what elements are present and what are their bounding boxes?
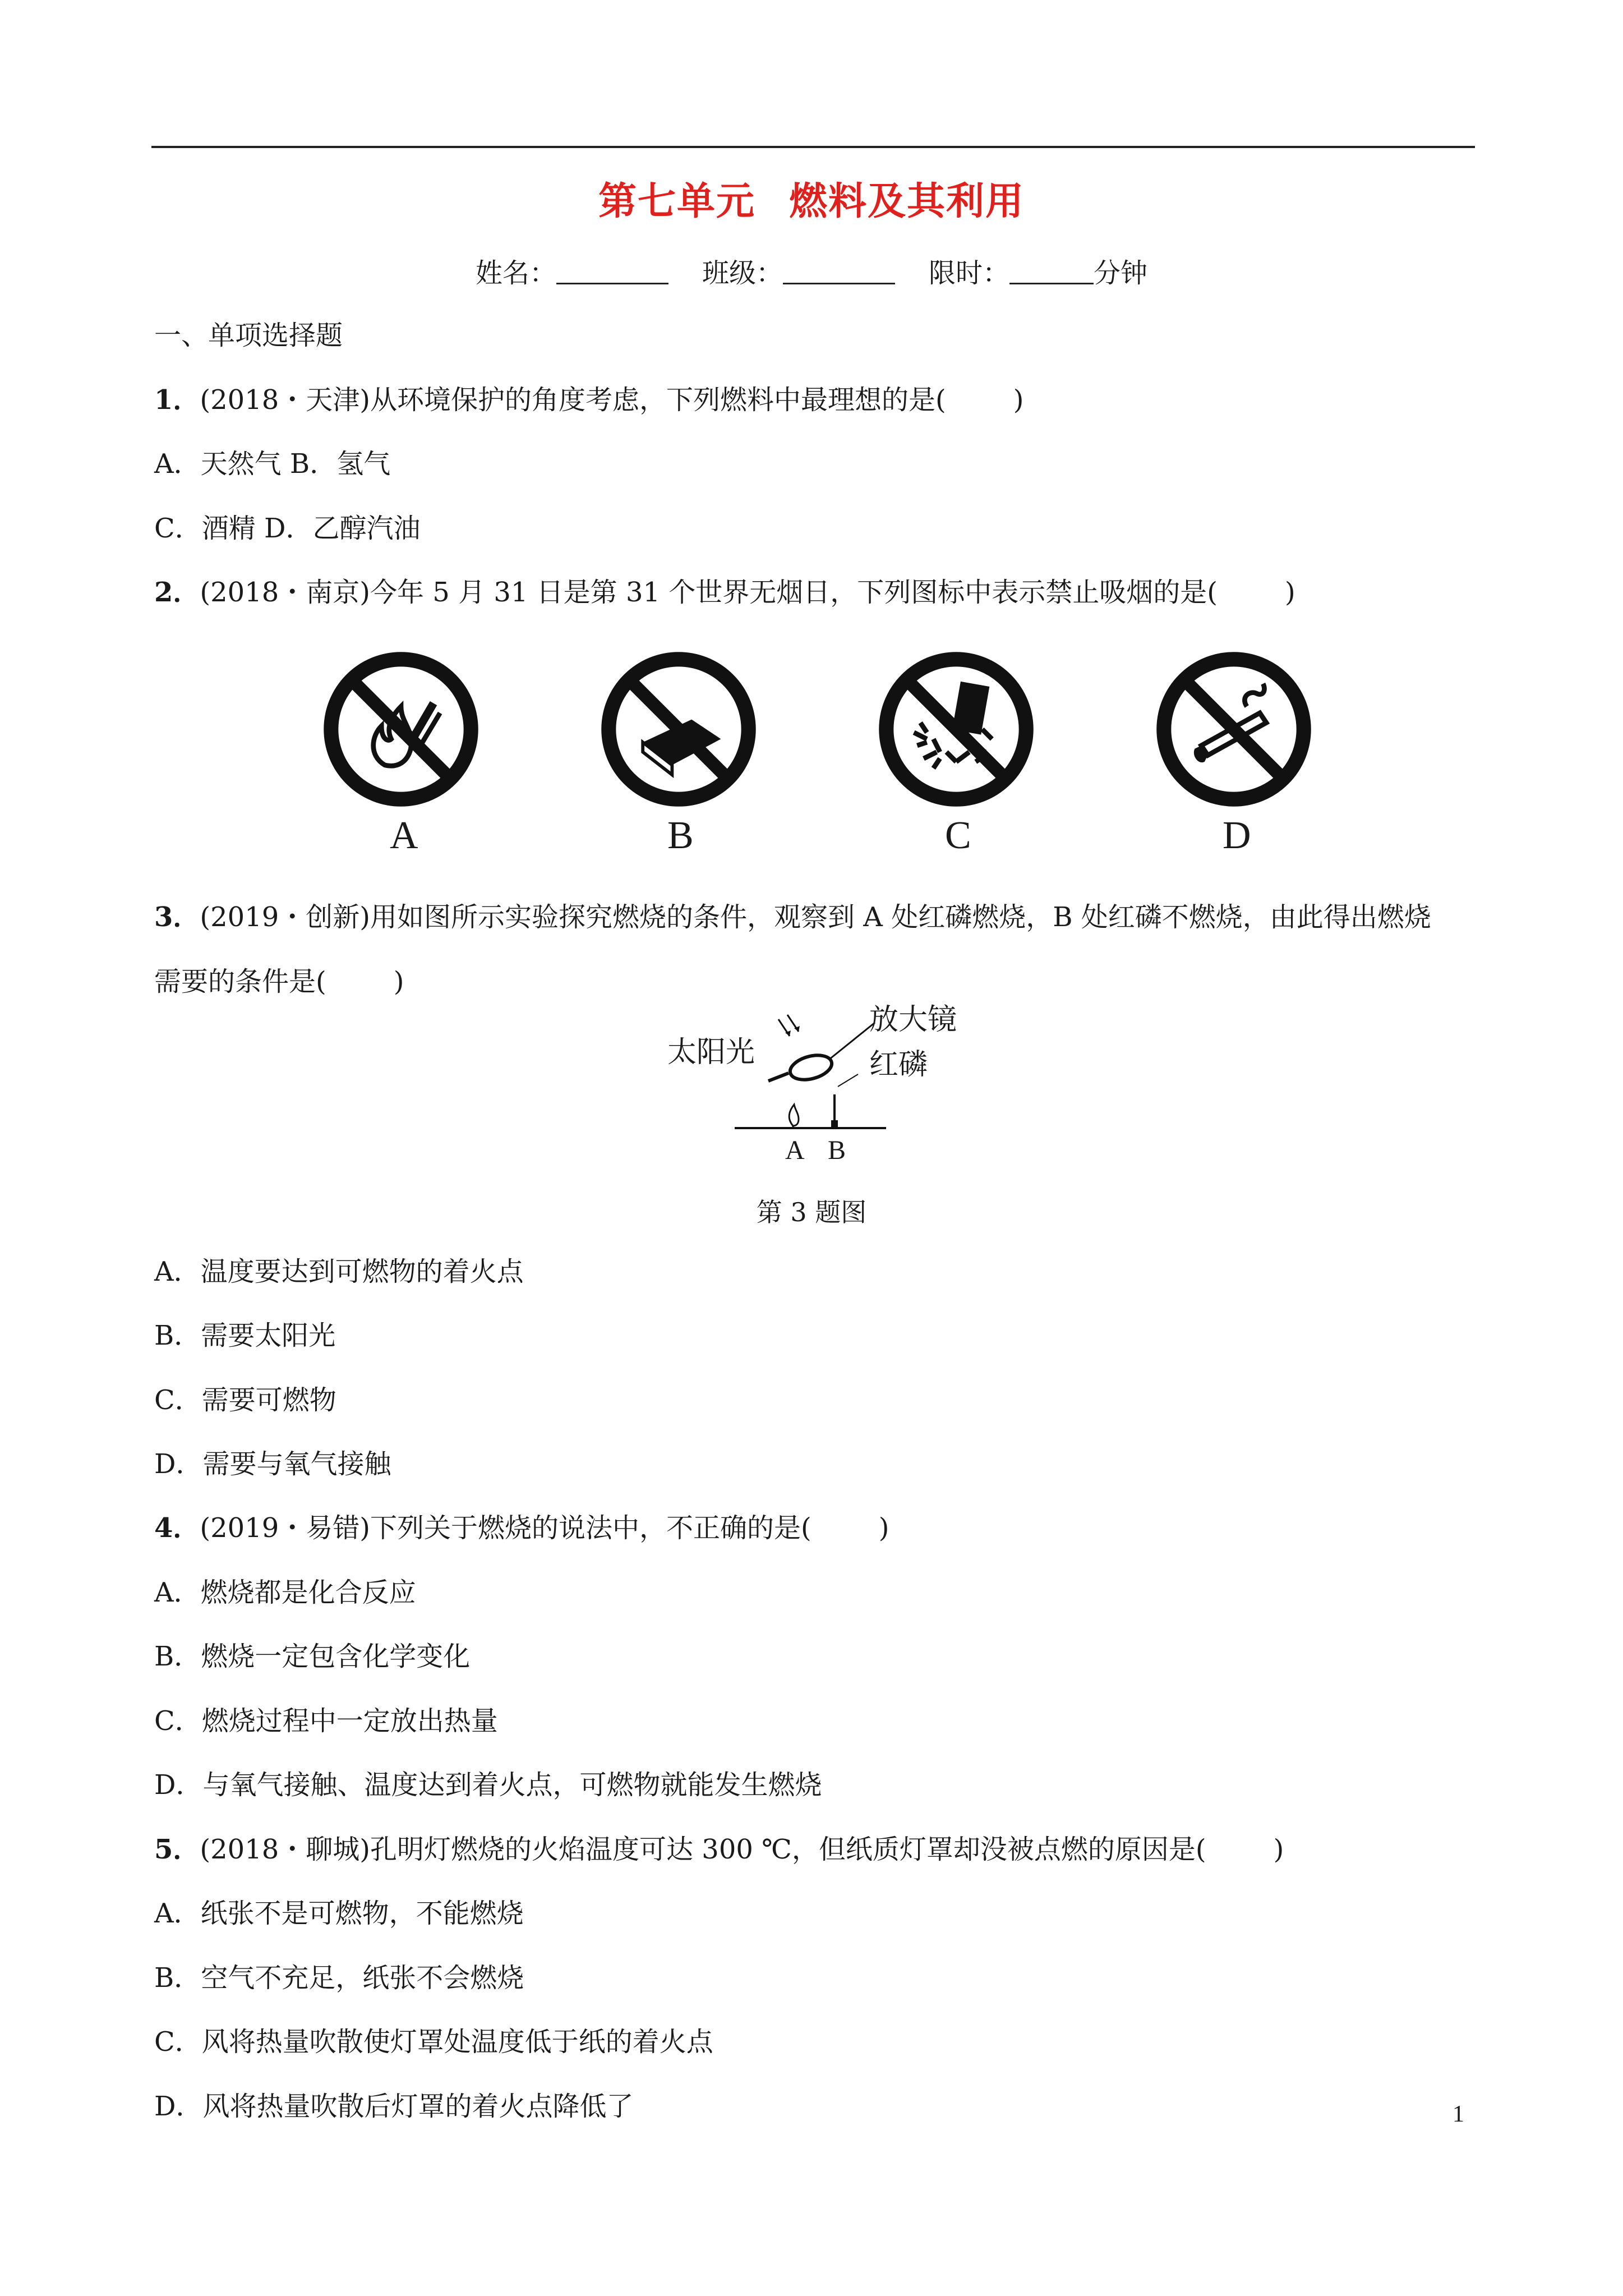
question-number: 3． — [154, 901, 200, 933]
question-2: 2．(2018・南京)今年 5 月 31 日是第 31 个世界无烟日，下列图标中表示禁止吸烟的是( ) — [154, 577, 1295, 608]
sign-c-label: C — [945, 814, 971, 857]
q4-option-d: D．与氧气接触、温度达到着火点，可燃物就能发生燃烧 — [154, 1769, 822, 1801]
sign-a-label: A — [390, 814, 418, 857]
q4-option-b: B．燃烧一定包含化学变化 — [154, 1641, 471, 1672]
question-stem-cont: 需要的条件是( — [154, 966, 326, 997]
sign-b-no-fuel-icon — [597, 648, 760, 811]
question-source: (2019・易错) — [200, 1512, 371, 1544]
question-source: (2018・南京) — [200, 577, 371, 608]
question-source: (2018・天津) — [200, 384, 371, 416]
question-1: 1．(2018・天津)从环境保护的角度考虑，下列燃料中最理想的是( ) — [154, 384, 1024, 416]
time-label: 限时： — [929, 257, 1010, 289]
sign-c-no-fireworks-icon — [875, 648, 1038, 811]
question-4: 4．(2019・易错)下列关于燃烧的说法中，不正确的是( ) — [154, 1512, 889, 1544]
q1-options-line-1: A．天然气 B．氢气 — [154, 448, 391, 480]
time-blank[interactable] — [1009, 260, 1094, 284]
sign-d-no-smoking-icon — [1152, 648, 1315, 811]
question-3 — [154, 900, 1431, 934]
name-label: 姓名： — [475, 257, 556, 289]
time-unit: 分钟 — [1094, 257, 1148, 289]
q5-option-c: C．风将热量吹散使灯罩处温度低于纸的着火点 — [154, 2026, 713, 2058]
label-magnifier: 放大镜 — [869, 1003, 957, 1037]
label-point-a: A — [785, 1135, 805, 1165]
question-number: 2． — [154, 577, 200, 608]
question-5: 5．(2018・聊城)孔明灯燃烧的火焰温度可达 300 ℃，但纸质灯罩却没被点燃的原因是( ) — [154, 1834, 1284, 1865]
question-number: 1． — [154, 384, 200, 416]
title-topic: 燃料及其利用 — [789, 179, 1025, 224]
page-number: 1 — [1453, 2101, 1464, 2127]
question-number: 5． — [154, 1834, 200, 1865]
class-label: 班级： — [702, 257, 783, 289]
figure-3-caption: 第 3 题图 — [756, 1197, 867, 1227]
page-title — [0, 171, 1623, 226]
q3-option-a: A．温度要达到可燃物的着火点 — [154, 1256, 524, 1287]
q4-option-c: C．燃烧过程中一定放出热量 — [154, 1705, 498, 1737]
figure-3-experiment — [656, 996, 993, 1192]
header-rule — [151, 146, 1475, 148]
q3-option-c: C．需要可燃物 — [154, 1384, 336, 1416]
title-unit: 第七单元 — [598, 179, 755, 224]
q5-option-b: B．空气不充足，纸张不会燃烧 — [154, 1962, 524, 1994]
question-source: (2018・聊城) — [200, 1834, 371, 1865]
question-source: (2019・创新) — [200, 901, 371, 933]
label-sunlight: 太阳光 — [667, 1036, 755, 1069]
section-heading: 一、单项选择题 — [154, 320, 343, 351]
label-point-b: B — [828, 1135, 846, 1165]
question-stem: 孔明灯燃烧的火焰温度可达 300 ℃，但纸质灯罩却没被点燃的原因是( — [370, 1834, 1206, 1865]
q1-options-line-2: C．酒精 D．乙醇汽油 — [154, 513, 421, 544]
question-stem: 用如图所示实验探究燃烧的条件，观察到 A 处红磷燃烧，B 处红磷不燃烧，由此得出燃烧 — [370, 901, 1431, 933]
class-blank[interactable] — [783, 260, 895, 284]
q3-option-d: D．需要与氧气接触 — [154, 1448, 391, 1480]
label-red-phosphorus: 红磷 — [869, 1048, 928, 1082]
question-number: 4． — [154, 1512, 200, 1544]
question-stem: 从环境保护的角度考虑，下列燃料中最理想的是( — [370, 384, 946, 416]
sign-d-label: D — [1223, 814, 1251, 857]
q4-option-a: A．燃烧都是化合反应 — [154, 1577, 416, 1608]
sign-b-label: B — [667, 814, 694, 857]
question-3-cont: 需要的条件是( ) — [154, 966, 404, 997]
q5-option-a: A．纸张不是可燃物，不能燃烧 — [154, 1898, 524, 1929]
sign-a-no-flame-icon — [320, 648, 482, 811]
q5-option-d: D．风将热量吹散后灯罩的着火点降低了 — [154, 2091, 634, 2122]
student-info-row — [0, 251, 1623, 290]
question-stem: 今年 5 月 31 日是第 31 个世界无烟日，下列图标中表示禁止吸烟的是( — [370, 577, 1218, 608]
question-stem: 下列关于燃烧的说法中，不正确的是( — [370, 1512, 811, 1544]
name-blank[interactable] — [556, 260, 668, 284]
q3-option-b: B．需要太阳光 — [154, 1320, 336, 1351]
